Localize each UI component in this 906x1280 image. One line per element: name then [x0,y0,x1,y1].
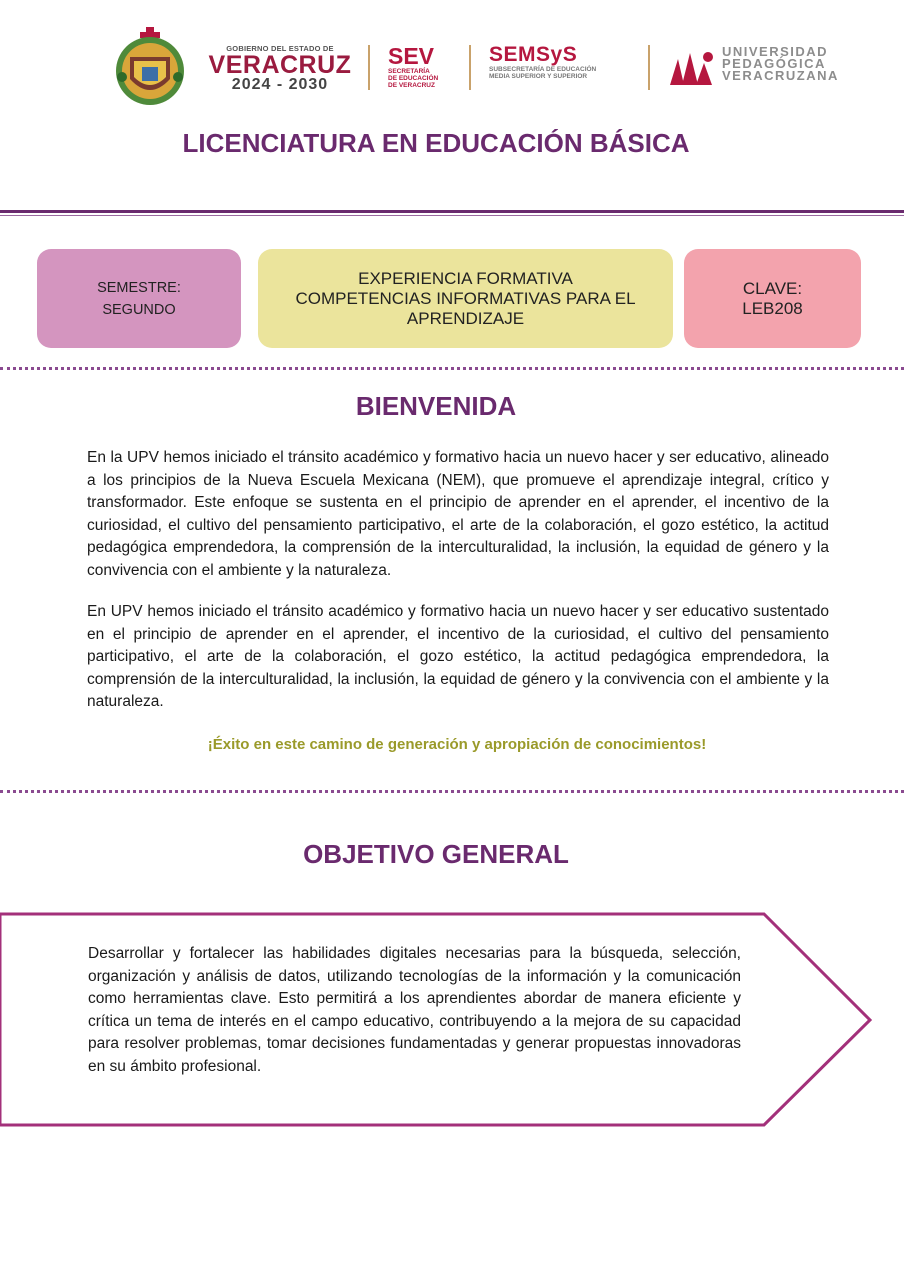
semsys-sub-1: SUBSECRETARÍA DE EDUCACIÓN [489,66,597,73]
gobierno-veracruz-logo [205,44,355,93]
clave-label: CLAVE: [742,278,803,298]
page-title: LICENCIATURA EN EDUCACIÓN BÁSICA [182,128,690,158]
semsys-logo [489,44,596,80]
title-divider [0,210,904,213]
objetivo-text: Desarrollar y fortalecer las habilidades digitales necesarias para la búsqueda, selección, organización y análisis de datos, utilizando tecnologías de la información y la comunicación como herramientas clave. Esto permitirá a los aprendientes abordar de manera eficiente y crítica un tema de interés en el campo educativo, contribuyendo a la mejora de su capacidad para resolver problemas, tomar decisiones fundamentadas y generar propuestas innovadoras en su ámbito profesional. [88,945,741,1075]
logo-divider [469,45,471,90]
semsys-sub-2: MEDIA SUPERIOR Y SUPERIOR [489,73,588,80]
objetivo-heading: OBJETIVO GENERAL [303,839,569,869]
semsys-name: SEMSyS [489,43,578,66]
sev-logo [388,44,438,89]
gov-line2: VERACRUZ [208,51,352,79]
bienvenida-paragraph-2: En UPV hemos iniciado el tránsito académico y formativo hacia un nuevo hacer y ser educativo sustentado en el principio de aprender en el aprender, el incentivo de la curiosidad, el cultivo del pensamiento participativo, el arte de la colaboración, el gozo estético, la actitud pedagógica emprendedora, la comprensión de la interculturalidad, la inclusión, la equidad de género y la convivencia con el ambiente y la naturaleza. [87,603,829,710]
upv-emblem-icon [668,49,718,85]
semestre-box [37,249,241,348]
experiencia-line-1: EXPERIENCIA FORMATIVA [358,268,573,288]
clave-value: LEB208 [742,298,803,318]
experiencia-box [258,249,673,348]
sev-sub-1: SECRETARÍA [388,68,430,75]
header-logos [0,0,906,115]
upv-line-2: PEDAGÓGICA [722,56,826,71]
sev-name: SEV [388,43,435,69]
logo-divider [648,45,650,90]
experiencia-line-3: APRENDIZAJE [406,308,525,328]
gov-line3: 2024 - 2030 [231,76,329,93]
logo-divider [368,45,370,90]
semestre-value: SEGUNDO [102,301,176,318]
bienvenida-heading: BIENVENIDA [355,391,517,421]
title-divider-thin [0,215,904,216]
dotted-divider [0,367,904,370]
upv-line-3: VERACRUZANA [722,68,839,83]
sev-sub-3: DE VERACRUZ [388,82,435,89]
sev-sub-2: DE EDUCACIÓN [388,75,439,82]
gov-line1: GOBIERNO DEL ESTADO DE [226,44,334,53]
veracruz-crest-icon [112,27,188,107]
upv-line-1: UNIVERSIDAD [722,44,829,59]
bienvenida-paragraph-1: En la UPV hemos iniciado el tránsito académico y formativo hacia un nuevo hacer y ser educativo, alineado a los principios de la Nueva Escuela Mexicana (NEM), que promueve el aprendizaje integral, crítico y transformador. Este enfoque se sustenta en el principio de aprender en el aprender, el incentivo de la curiosidad, el cultivo del pensamiento participativo, el arte de la colaboración, el gozo estético, la actitud pedagógica emprendedora, la comprensión de la interculturalidad, la inclusión, la equidad de género y la convivencia con el ambiente y la naturaleza. [87,449,829,579]
clave-box [684,249,861,348]
semestre-label: SEMESTRE: [97,279,181,296]
dotted-divider [0,790,904,793]
experiencia-line-2: COMPETENCIAS INFORMATIVAS PARA EL [295,288,636,308]
bienvenida-closing: ¡Éxito en este camino de generación y apropiación de conocimientos! [207,736,707,753]
upv-logo [722,46,839,82]
